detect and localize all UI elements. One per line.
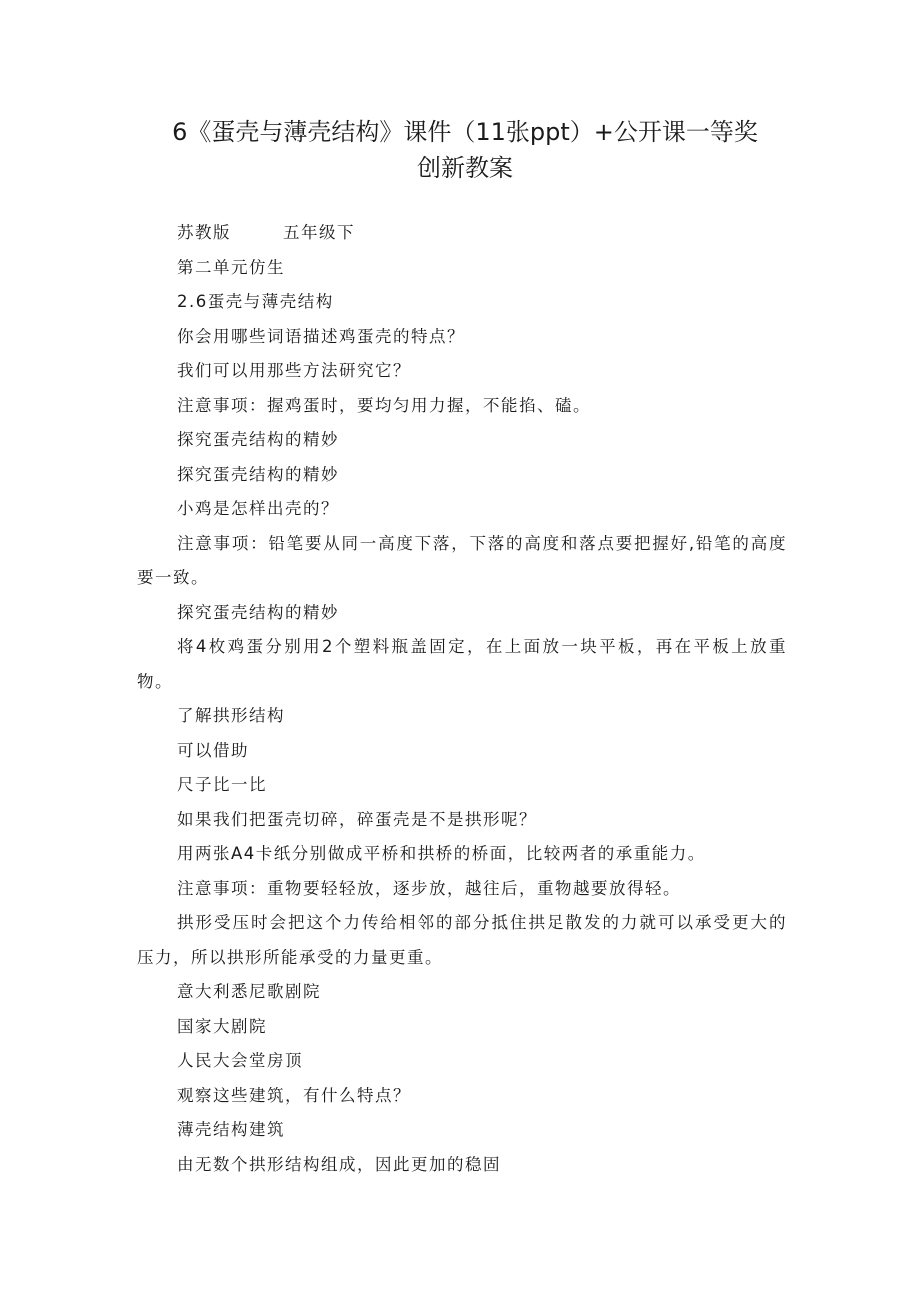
document-body xyxy=(137,216,787,1182)
paragraph: 注意事项：铅笔要从同一高度下落，下落的高度和落点要把握好,铅笔的高度要一致。 xyxy=(137,533,787,587)
grade-text: 五年级下 xyxy=(283,223,355,242)
paragraph: 第二单元仿生 xyxy=(177,257,285,277)
paragraph: 用两张A4卡纸分别做成平桥和拱桥的桥面，比较两者的承重能力。 xyxy=(177,844,706,863)
paragraph: 探究蛋壳结构的精妙 xyxy=(177,464,339,484)
paragraph: 拱形受压时会把这个力传给相邻的部分抵住拱足散发的力就可以承受更大的压力，所以拱形所能承受的力量更重。 xyxy=(137,913,787,967)
paragraph: 探究蛋壳结构的精妙 xyxy=(177,430,339,449)
paragraph: 如果我们把蛋壳切碎，碎蛋壳是不是拱形呢？ xyxy=(177,809,537,829)
paragraph: 人民大会堂房顶 xyxy=(177,1051,303,1070)
paragraph: 你会用哪些词语描述鸡蛋壳的特点？ xyxy=(177,326,465,346)
meta-line xyxy=(137,216,787,251)
paragraph: 我们可以用那些方法研究它？ xyxy=(177,361,411,380)
document-title xyxy=(140,114,790,186)
paragraph: 可以借助 xyxy=(177,740,249,760)
paragraph: 意大利悉尼歌剧院 xyxy=(177,982,321,1001)
paragraph: 注意事项：握鸡蛋时，要均匀用力握，不能掐、磕。 xyxy=(177,395,591,415)
paragraph: 小鸡是怎样出壳的？ xyxy=(177,499,339,518)
title-line-1: 6《蛋壳与薄壳结构》课件（11张ppt）+公开课一等奖 xyxy=(172,118,758,146)
paragraph: 观察这些建筑，有什么特点？ xyxy=(177,1085,411,1105)
paragraph: 将4枚鸡蛋分别用2个塑料瓶盖固定，在上面放一块平板，再在平板上放重物。 xyxy=(137,637,787,691)
paragraph: 由无数个拱形结构组成，因此更加的稳固 xyxy=(177,1154,501,1174)
publisher-text: 苏教版 xyxy=(177,223,231,242)
paragraph: 2.6蛋壳与薄壳结构 xyxy=(177,292,334,311)
paragraph: 薄壳结构建筑 xyxy=(177,1120,285,1139)
paragraph: 注意事项：重物要轻轻放，逐步放，越往后，重物越要放得轻。 xyxy=(177,878,681,898)
paragraph: 尺子比一比 xyxy=(177,775,267,794)
paragraph: 探究蛋壳结构的精妙 xyxy=(177,602,339,622)
title-line-2: 创新教案 xyxy=(417,154,513,182)
paragraph: 了解拱形结构 xyxy=(177,706,285,725)
paragraph: 国家大剧院 xyxy=(177,1016,267,1036)
